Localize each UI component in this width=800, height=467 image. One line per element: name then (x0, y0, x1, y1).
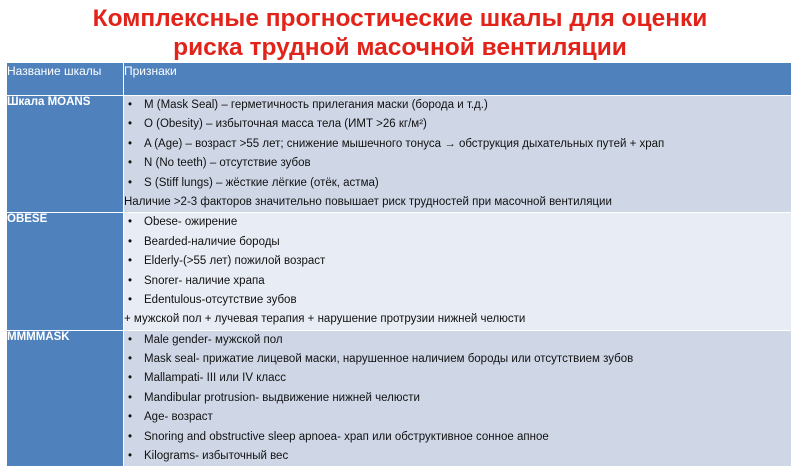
list-item: • O (Obesity) – избыточная масса тела (ИМТ >26 кг/м²) (124, 115, 791, 134)
list-item: • M (Mask Seal) – герметичность прилегания маски (борода и т.д.) (124, 96, 791, 115)
bullet-icon: • (128, 293, 133, 306)
list-item: • Mallampati- III или IV класс (124, 369, 791, 388)
scale-note: + мужской пол + лучевая терапия + нарушение протрузии нижней челюсти (124, 313, 526, 326)
scale-signs (124, 96, 792, 213)
list-item: • Obese- ожирение (124, 213, 791, 232)
bullet-icon: • (128, 255, 133, 268)
table-row-mmmmask (7, 330, 792, 467)
bullet-icon: • (128, 333, 133, 346)
header-signs: Признаки (124, 63, 792, 96)
bullet-icon: • (128, 118, 133, 131)
bullet-icon: • (128, 274, 133, 287)
bullet-icon: • (128, 450, 133, 463)
bullet-icon: • (128, 391, 133, 404)
bullet-icon: • (128, 176, 133, 189)
bullet-icon: • (128, 216, 133, 229)
list-item: • A (Age) – возраст >55 лет; снижение мышечного тонуса → обструкция дыхательных путей + храп (124, 135, 791, 154)
bullet-icon: • (128, 411, 133, 424)
signs-list (124, 213, 791, 310)
list-item: • Kilograms- избыточный вес (124, 447, 791, 466)
signs-list (124, 96, 791, 193)
header-scale-name: Название шкалы (7, 63, 124, 96)
scale-name: Шкала MOANS (7, 96, 124, 213)
list-item: • Mask seal- прижатие лицевой маски, нарушенное наличием бороды или отсутствием зубов (124, 350, 791, 369)
scale-note: Наличие >2-3 факторов значительно повышает риск трудностей при масочной вентиляции (124, 195, 612, 208)
scales-table (6, 62, 792, 467)
bullet-icon: • (128, 235, 133, 248)
list-item: • N (No teeth) – отсутствие зубов (124, 154, 791, 173)
bullet-icon: • (128, 157, 133, 170)
scale-name: MMMMASK (7, 330, 124, 467)
scale-signs (124, 213, 792, 330)
list-item: • Snoring and obstructive sleep apnoea- храп или обструктивное сонное апное (124, 428, 791, 447)
signs-list (124, 331, 791, 467)
list-item: • Elderly-(>55 лет) пожилой возраст (124, 252, 791, 271)
table-row-moans (7, 96, 792, 213)
scale-name: OBESE (7, 213, 124, 330)
bullet-icon: • (128, 99, 133, 111)
list-item: • S (Stiff lungs) – жёсткие лёгкие (отёк, астма) (124, 174, 791, 193)
table-row-obese (7, 213, 792, 330)
list-item: • Snorer- наличие храпа (124, 272, 791, 291)
table-header-row (7, 63, 792, 96)
bullet-icon: • (128, 137, 133, 150)
title-line-2: риска трудной масочной вентиляции (173, 34, 627, 61)
list-item: • Age- возраст (124, 408, 791, 427)
list-item: • Male gender- мужской пол (124, 331, 791, 350)
bullet-icon: • (128, 372, 133, 385)
page-title (0, 0, 800, 62)
list-item: • Edentulous-отсутствие зубов (124, 291, 791, 310)
bullet-icon: • (128, 430, 133, 443)
bullet-icon: • (128, 353, 133, 366)
title-line-1: Комплексные прогностические шкалы для оценки (92, 5, 708, 32)
list-item: • Mandibular protrusion- выдвижение нижней челюсти (124, 389, 791, 408)
list-item: • Bearded-наличие бороды (124, 233, 791, 252)
scale-signs (124, 330, 792, 467)
